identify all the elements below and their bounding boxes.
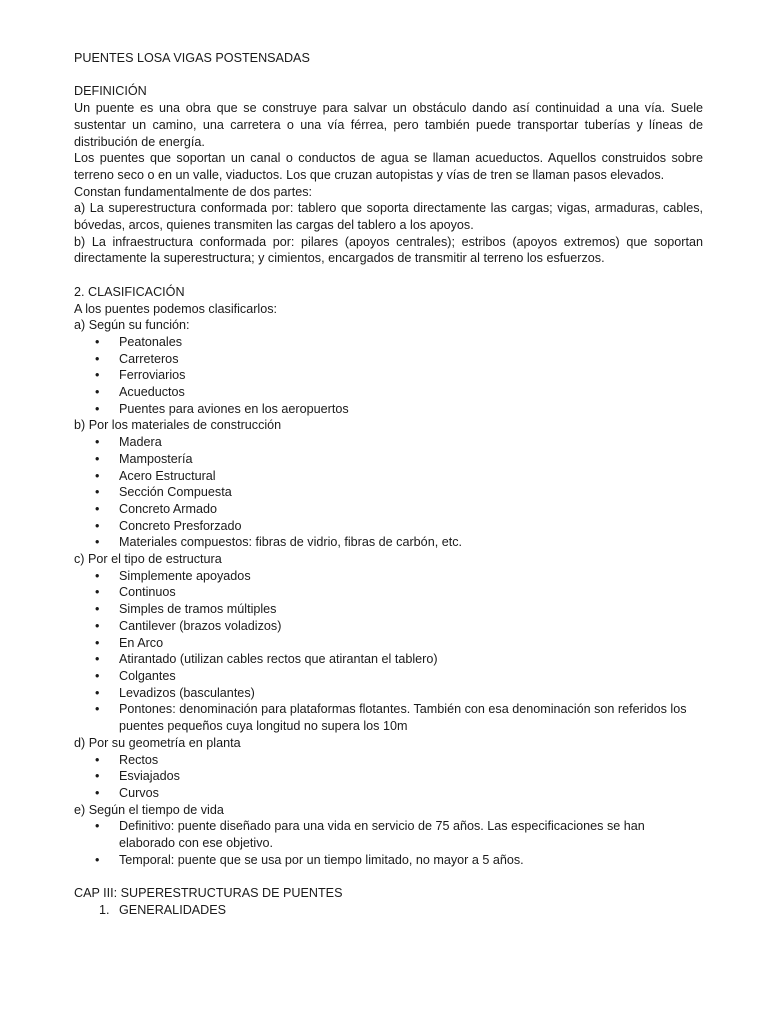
item-label: GENERALIDADES xyxy=(119,902,227,917)
bullet-icon: • xyxy=(95,501,100,516)
bullet-icon: • xyxy=(95,652,100,667)
classification-group-label: d) Por su geometría en planta xyxy=(74,735,241,750)
bullet-icon: • xyxy=(95,518,100,533)
bullet-icon: • xyxy=(95,785,100,800)
classification-group-label: c) Por el tipo de estructura xyxy=(74,552,222,567)
list-item-text: Simplemente apoyados xyxy=(119,568,251,583)
list-item xyxy=(74,534,703,551)
document-title: PUENTES LOSA VIGAS POSTENSADAS xyxy=(74,51,310,65)
bullet-icon: • xyxy=(95,334,100,349)
chapter-numbered-list xyxy=(74,902,703,919)
list-item-text: Continuos xyxy=(119,585,176,600)
list-item xyxy=(74,601,703,618)
spacer xyxy=(74,868,703,885)
bullet-icon: • xyxy=(95,602,100,617)
list-item-text: Cantilever (brazos voladizos) xyxy=(119,618,282,633)
bullet-icon: • xyxy=(95,819,100,834)
definition-paragraph-superstructure: a) La superestructura conformada por: tablero que soporta directamente las cargas; vigas, armaduras, cables, bóvedas, arcos, quienes transmiten las cargas del tablero a los apoyos. xyxy=(74,201,703,233)
bullet-list xyxy=(74,568,703,735)
bullet-icon: • xyxy=(95,351,100,366)
list-item xyxy=(74,651,703,668)
definition-paragraph-infrastructure: b) La infraestructura conformada por: pilares (apoyos centrales); estribos (apoyos extremos) que soportan directamente la superestructura; y cimientos, encargados de transmitir al terreno los esfuerzos. xyxy=(74,234,703,266)
list-item-text: Peatonales xyxy=(119,334,183,349)
list-item-text: Pontones: denominación para plataformas flotantes. También con esa denominación son referidos los puentes pequeños cuya longitud no supera los 10m xyxy=(119,702,687,734)
bullet-icon: • xyxy=(95,485,100,500)
list-item-text: Materiales compuestos: fibras de vidrio, fibras de carbón, etc. xyxy=(119,535,462,550)
list-item xyxy=(74,334,703,351)
list-item xyxy=(74,568,703,585)
chapter-heading: CAP III: SUPERESTRUCTURAS DE PUENTES xyxy=(74,886,343,901)
list-item xyxy=(74,468,703,485)
list-item xyxy=(74,384,703,401)
list-item-text: Concreto Presforzado xyxy=(119,518,242,533)
definition-paragraph-2: Los puentes que soportan un canal o conductos de agua se llaman acueductos. Aquellos construidos sobre terreno seco o en un valle, viaductos. Los que cruzan autopistas y vías de tren se llaman pasos elevados. xyxy=(74,151,703,182)
list-item-text: Madera xyxy=(119,435,162,450)
spacer xyxy=(74,267,703,284)
bullet-icon: • xyxy=(95,702,100,717)
bullet-icon: • xyxy=(95,852,100,867)
bullet-icon: • xyxy=(95,451,100,466)
bullet-icon: • xyxy=(95,435,100,450)
classification-group-label: e) Según el tiempo de vida xyxy=(74,802,224,817)
bullet-icon: • xyxy=(95,685,100,700)
list-item-text: Acueductos xyxy=(119,385,185,400)
bullet-icon: • xyxy=(95,385,100,400)
list-item xyxy=(74,701,703,734)
bullet-list xyxy=(74,818,703,868)
list-item-text: En Arco xyxy=(119,635,164,650)
bullet-icon: • xyxy=(95,668,100,683)
list-item-text: Carreteros xyxy=(119,351,179,366)
numbered-item xyxy=(74,902,703,919)
bullet-list xyxy=(74,752,703,802)
classification-groups xyxy=(74,317,703,868)
list-item xyxy=(74,785,703,802)
list-item xyxy=(74,434,703,451)
document-page xyxy=(74,50,703,919)
list-item xyxy=(74,351,703,368)
item-number: 1. xyxy=(99,902,110,917)
definition-paragraph-1: Un puente es una obra que se construye para salvar un obstáculo dando así continuidad a una vía. Suele sustentar un camino, una carretera o una vía férrea, pero también puede transportar tuberías y líneas de distribución de energía. xyxy=(74,101,703,149)
list-item-text: Mampostería xyxy=(119,451,193,466)
list-item-text: Levadizos (basculantes) xyxy=(119,685,255,700)
list-item xyxy=(74,451,703,468)
classification-intro: A los puentes podemos clasificarlos: xyxy=(74,301,278,316)
list-item xyxy=(74,768,703,785)
list-item xyxy=(74,752,703,769)
list-item-text: Definitivo: puente diseñado para una vida en servicio de 75 años. Las especificaciones se han elaborado con ese objetivo. xyxy=(119,819,645,851)
bullet-icon: • xyxy=(95,368,100,383)
bullet-icon: • xyxy=(95,468,100,483)
list-item xyxy=(74,484,703,501)
bullet-icon: • xyxy=(95,535,100,550)
classification-heading: 2. CLASIFICACIÓN xyxy=(74,284,185,299)
list-item-text: Colgantes xyxy=(119,668,176,683)
definition-paragraph-3: Constan fundamentalmente de dos partes: xyxy=(74,184,313,199)
bullet-icon: • xyxy=(95,769,100,784)
list-item-text: Sección Compuesta xyxy=(119,485,232,500)
list-item xyxy=(74,818,703,851)
list-item-text: Puentes para aviones en los aeropuertos xyxy=(119,401,349,416)
bullet-icon: • xyxy=(95,401,100,416)
list-item-text: Esviajados xyxy=(119,769,180,784)
bullet-list xyxy=(74,434,703,551)
list-item xyxy=(74,618,703,635)
bullet-list xyxy=(74,334,703,418)
list-item-text: Concreto Armado xyxy=(119,501,218,516)
list-item-text: Simples de tramos múltiples xyxy=(119,602,277,617)
list-item-text: Curvos xyxy=(119,785,159,800)
list-item-text: Rectos xyxy=(119,752,159,767)
list-item-text: Temporal: puente que se usa por un tiempo limitado, no mayor a 5 años. xyxy=(119,852,524,867)
list-item xyxy=(74,518,703,535)
bullet-icon: • xyxy=(95,585,100,600)
bullet-icon: • xyxy=(95,635,100,650)
list-item xyxy=(74,584,703,601)
list-item xyxy=(74,367,703,384)
definition-heading: DEFINICIÓN xyxy=(74,84,147,99)
bullet-icon: • xyxy=(95,568,100,583)
list-item-text: Ferroviarios xyxy=(119,368,186,383)
list-item xyxy=(74,668,703,685)
list-item xyxy=(74,501,703,518)
list-item xyxy=(74,685,703,702)
list-item xyxy=(74,635,703,652)
list-item-text: Acero Estructural xyxy=(119,468,216,483)
spacer xyxy=(74,67,703,84)
list-item xyxy=(74,401,703,418)
bullet-icon: • xyxy=(95,618,100,633)
bullet-icon: • xyxy=(95,752,100,767)
list-item-text: Atirantado (utilizan cables rectos que atirantan el tablero) xyxy=(119,652,438,667)
list-item xyxy=(74,852,703,869)
classification-group-label: b) Por los materiales de construcción xyxy=(74,418,282,433)
classification-group-label: a) Según su función: xyxy=(74,318,190,333)
